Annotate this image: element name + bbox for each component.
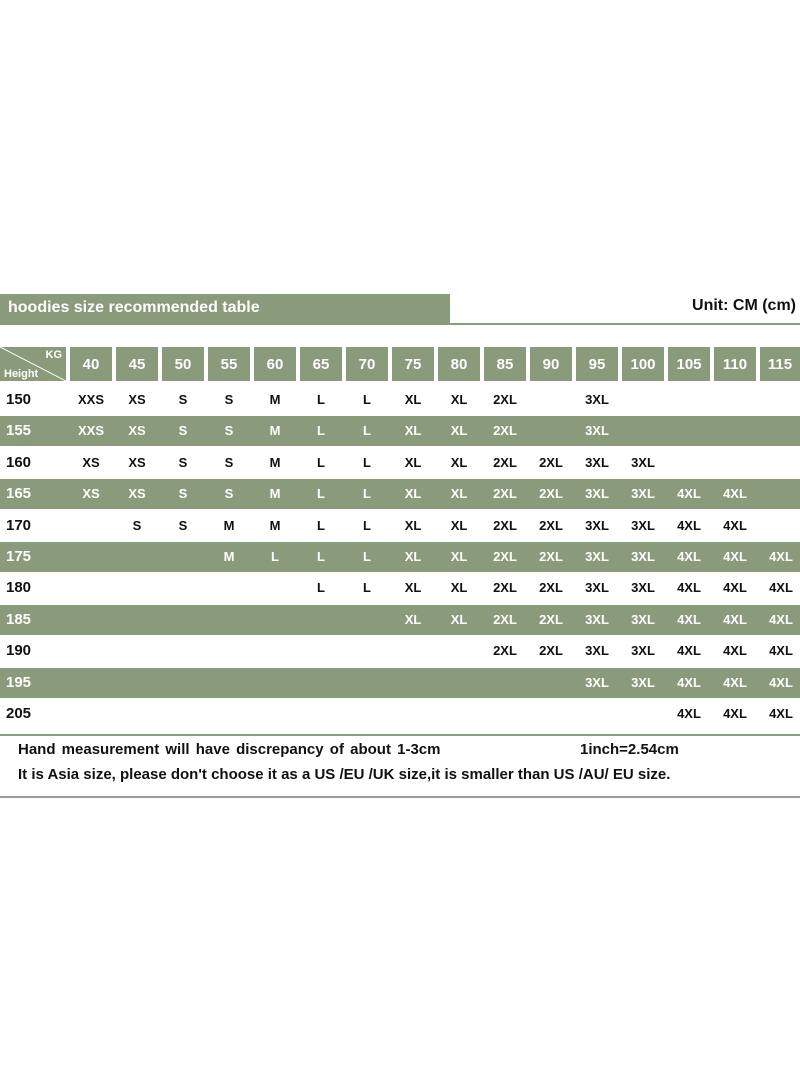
size-cell: [758, 385, 800, 415]
size-cell: XL: [450, 454, 468, 470]
size-cell: [758, 511, 800, 541]
size-cell: [114, 699, 160, 729]
size-cell: M: [269, 486, 281, 502]
size-cell: 3XL: [585, 486, 609, 502]
size-cell: 4XL: [769, 549, 793, 564]
size-cell: XS: [128, 423, 146, 439]
size-cell: 4XL: [769, 706, 793, 721]
size-cell: 2XL: [539, 517, 563, 533]
table-row: [0, 668, 800, 698]
weight-header-cell: 45: [116, 347, 158, 381]
size-cell: [528, 416, 574, 446]
note-asia-size: It is Asia size, please don't choose it as a US /EU /UK size,it is smaller than US /AU/ EU size.: [18, 766, 671, 783]
height-cell: 205: [6, 705, 32, 722]
height-cell: 190: [6, 642, 32, 660]
table-row: [0, 699, 800, 729]
size-cell: [344, 636, 390, 666]
size-cell: 4XL: [723, 486, 747, 502]
size-cell: [252, 605, 298, 635]
size-cell: XL: [450, 549, 468, 564]
size-cell: 2XL: [539, 454, 563, 470]
size-cell: XL: [450, 580, 468, 596]
size-cell: L: [317, 392, 325, 407]
size-cell: 2XL: [539, 549, 563, 564]
size-cell: [528, 699, 574, 729]
size-cell: [160, 699, 206, 729]
weight-header-cell: 110: [714, 347, 756, 381]
size-cell: [206, 699, 252, 729]
size-cell: [68, 511, 114, 541]
size-cell: XL: [404, 580, 422, 596]
size-cell: XS: [128, 486, 146, 502]
size-cell: 2XL: [493, 580, 517, 596]
size-cell: 4XL: [723, 674, 747, 690]
size-cell: 4XL: [677, 643, 701, 659]
size-cell: [68, 636, 114, 666]
size-cell: 3XL: [631, 674, 655, 690]
size-cell: [68, 699, 114, 729]
height-cell: 165: [6, 485, 32, 503]
size-cell: 3XL: [585, 611, 609, 627]
size-cell: [666, 416, 712, 446]
size-cell: [206, 668, 252, 698]
weight-header-cell: 85: [484, 347, 526, 381]
size-cell: 4XL: [677, 706, 701, 721]
size-cell: 2XL: [539, 486, 563, 502]
size-cell: [114, 605, 160, 635]
size-cell: [390, 668, 436, 698]
size-cell: S: [178, 423, 188, 439]
size-cell: [390, 636, 436, 666]
size-cell: [436, 699, 482, 729]
size-cell: 2XL: [493, 486, 517, 502]
table-row: [0, 636, 800, 666]
size-cell: L: [317, 580, 325, 596]
size-cell: [390, 699, 436, 729]
size-cell: [160, 542, 206, 572]
size-cell: S: [178, 517, 188, 533]
size-cell: [206, 636, 252, 666]
size-cell: 4XL: [677, 580, 701, 596]
size-cell: [68, 542, 114, 572]
size-cell: [528, 385, 574, 415]
table-row: [0, 511, 800, 541]
size-cell: [114, 668, 160, 698]
size-cell: 2XL: [493, 643, 517, 659]
weight-header-cell: 40: [70, 347, 112, 381]
size-cell: 3XL: [631, 486, 655, 502]
size-cell: 4XL: [723, 580, 747, 596]
size-cell: [482, 699, 528, 729]
size-cell: L: [317, 423, 325, 439]
size-cell: [528, 668, 574, 698]
size-cell: [436, 668, 482, 698]
size-cell: 4XL: [677, 674, 701, 690]
weight-header-cell: 115: [760, 347, 800, 381]
size-cell: [620, 699, 666, 729]
size-cell: L: [363, 454, 371, 470]
size-cell: [160, 573, 206, 603]
size-cell: [160, 636, 206, 666]
size-cell: L: [317, 549, 325, 564]
size-cell: 3XL: [585, 580, 609, 596]
size-cell: XL: [450, 486, 468, 502]
size-cell: [482, 668, 528, 698]
size-cell: [298, 605, 344, 635]
size-cell: L: [363, 549, 371, 564]
size-cell: [758, 479, 800, 509]
size-cell: 3XL: [585, 674, 609, 690]
size-cell: XL: [404, 392, 422, 407]
size-cell: [666, 385, 712, 415]
size-cell: 3XL: [585, 549, 609, 564]
table-row: [0, 385, 800, 415]
size-cell: L: [317, 486, 325, 502]
size-cell: [758, 448, 800, 478]
size-cell: XL: [404, 423, 422, 439]
size-cell: [160, 605, 206, 635]
size-cell: XL: [404, 517, 422, 533]
size-cell: XL: [450, 392, 468, 407]
table-header-row: [0, 347, 800, 381]
weight-header-cell: 65: [300, 347, 342, 381]
weight-header-cell: 50: [162, 347, 204, 381]
size-cell: 2XL: [539, 611, 563, 627]
weight-header-cell: 80: [438, 347, 480, 381]
size-cell: 4XL: [769, 643, 793, 659]
size-cell: M: [269, 454, 281, 470]
size-cell: S: [178, 454, 188, 470]
height-cell: 170: [6, 516, 32, 534]
size-cell: [252, 636, 298, 666]
size-cell: S: [224, 486, 234, 502]
size-cell: L: [363, 486, 371, 502]
header-corner-cell: [0, 347, 66, 381]
size-cell: 3XL: [631, 517, 655, 533]
size-cell: 2XL: [493, 423, 517, 439]
height-cell: 175: [6, 548, 32, 565]
size-cell: [206, 605, 252, 635]
size-cell: XXS: [77, 423, 104, 439]
size-cell: XS: [82, 454, 100, 470]
size-cell: [712, 448, 758, 478]
title-divider: [0, 323, 800, 325]
size-cell: 2XL: [493, 392, 517, 407]
size-cell: 3XL: [631, 549, 655, 564]
note-discrepancy: Hand measurement will have discrepancy of about 1-3cm: [18, 741, 441, 758]
size-cell: XL: [404, 486, 422, 502]
size-cell: 4XL: [677, 549, 701, 564]
size-cell: L: [317, 517, 325, 533]
size-cell: 3XL: [631, 580, 655, 596]
size-cell: M: [269, 392, 281, 407]
size-cell: XL: [450, 423, 468, 439]
table-row: [0, 479, 800, 509]
size-cell: 2XL: [493, 454, 517, 470]
size-cell: L: [271, 549, 279, 564]
size-cell: [620, 385, 666, 415]
size-cell: 4XL: [677, 486, 701, 502]
size-cell: XL: [450, 611, 468, 627]
size-cell: 2XL: [539, 580, 563, 596]
size-cell: XL: [450, 517, 468, 533]
size-cell: [620, 416, 666, 446]
size-cell: 3XL: [631, 611, 655, 627]
size-cell: 4XL: [723, 517, 747, 533]
size-cell: XL: [404, 454, 422, 470]
size-cell: [344, 668, 390, 698]
size-cell: 3XL: [585, 643, 609, 659]
size-cell: [298, 668, 344, 698]
size-cell: 2XL: [539, 643, 563, 659]
size-cell: [252, 573, 298, 603]
table-title: hoodies size recommended table: [8, 299, 260, 316]
note-inch-conversion: 1inch=2.54cm: [580, 741, 679, 758]
size-cell: 2XL: [493, 611, 517, 627]
size-cell: L: [317, 454, 325, 470]
weight-header-cell: 90: [530, 347, 572, 381]
weight-header-cell: 100: [622, 347, 664, 381]
size-cell: 4XL: [769, 611, 793, 627]
size-cell: 4XL: [677, 517, 701, 533]
height-cell: 150: [6, 391, 32, 408]
size-cell: [344, 605, 390, 635]
size-cell: 3XL: [585, 517, 609, 533]
size-cell: L: [363, 423, 371, 439]
size-cell: [298, 699, 344, 729]
size-cell: XL: [404, 549, 422, 564]
size-cell: L: [363, 580, 371, 596]
size-cell: [114, 636, 160, 666]
size-cell: 4XL: [769, 674, 793, 690]
size-cell: S: [224, 423, 234, 439]
size-cell: S: [178, 392, 188, 407]
size-cell: 4XL: [723, 549, 747, 564]
size-cell: [68, 605, 114, 635]
size-cell: [68, 573, 114, 603]
size-cell: [712, 385, 758, 415]
height-cell: 180: [6, 579, 32, 597]
size-cell: [114, 542, 160, 572]
size-cell: S: [224, 392, 234, 407]
size-cell: 2XL: [493, 549, 517, 564]
table-row: [0, 605, 800, 635]
size-cell: [68, 668, 114, 698]
size-cell: [574, 699, 620, 729]
table-row: [0, 573, 800, 603]
table-row: [0, 416, 800, 446]
size-cell: 4XL: [723, 611, 747, 627]
size-cell: [114, 573, 160, 603]
size-cell: 4XL: [769, 580, 793, 596]
size-cell: L: [363, 392, 371, 407]
weight-header-cell: 70: [346, 347, 388, 381]
size-cell: 4XL: [723, 706, 747, 721]
height-cell: 195: [6, 673, 32, 691]
size-cell: XXS: [77, 392, 104, 407]
size-cell: 2XL: [493, 517, 517, 533]
size-cell: 4XL: [723, 643, 747, 659]
weight-header-cell: 95: [576, 347, 618, 381]
height-label: Height: [4, 368, 39, 380]
kg-label: KG: [45, 349, 62, 361]
size-cell: 3XL: [631, 454, 655, 470]
size-cell: M: [223, 549, 235, 564]
height-cell: 155: [6, 422, 32, 440]
size-cell: [436, 636, 482, 666]
size-cell: 3XL: [631, 643, 655, 659]
size-cell: [206, 573, 252, 603]
size-cell: [298, 636, 344, 666]
weight-header-cell: 105: [668, 347, 710, 381]
size-cell: 3XL: [585, 423, 609, 439]
size-cell: S: [224, 454, 234, 470]
height-cell: 185: [6, 610, 32, 628]
size-cell: 3XL: [585, 454, 609, 470]
size-cell: [344, 699, 390, 729]
size-cell: S: [132, 517, 142, 533]
size-cell: L: [363, 517, 371, 533]
size-cell: 4XL: [677, 611, 701, 627]
weight-header-cell: 75: [392, 347, 434, 381]
unit-label: Unit: CM (cm): [692, 297, 796, 314]
size-cell: 3XL: [585, 392, 609, 407]
size-cell: M: [269, 423, 281, 439]
size-cell: [758, 416, 800, 446]
weight-header-cell: 55: [208, 347, 250, 381]
size-cell: XS: [128, 454, 146, 470]
table-row: [0, 448, 800, 478]
size-cell: XS: [128, 392, 146, 407]
size-cell: XL: [404, 611, 422, 627]
size-cell: [712, 416, 758, 446]
size-cell: XS: [82, 486, 100, 502]
size-cell: [252, 699, 298, 729]
size-cell: [160, 668, 206, 698]
size-cell: M: [223, 517, 235, 533]
height-cell: 160: [6, 453, 32, 471]
size-cell: S: [178, 486, 188, 502]
size-cell: M: [269, 517, 281, 533]
table-row: [0, 542, 800, 572]
size-cell: [666, 448, 712, 478]
size-cell: [252, 668, 298, 698]
weight-header-cell: 60: [254, 347, 296, 381]
